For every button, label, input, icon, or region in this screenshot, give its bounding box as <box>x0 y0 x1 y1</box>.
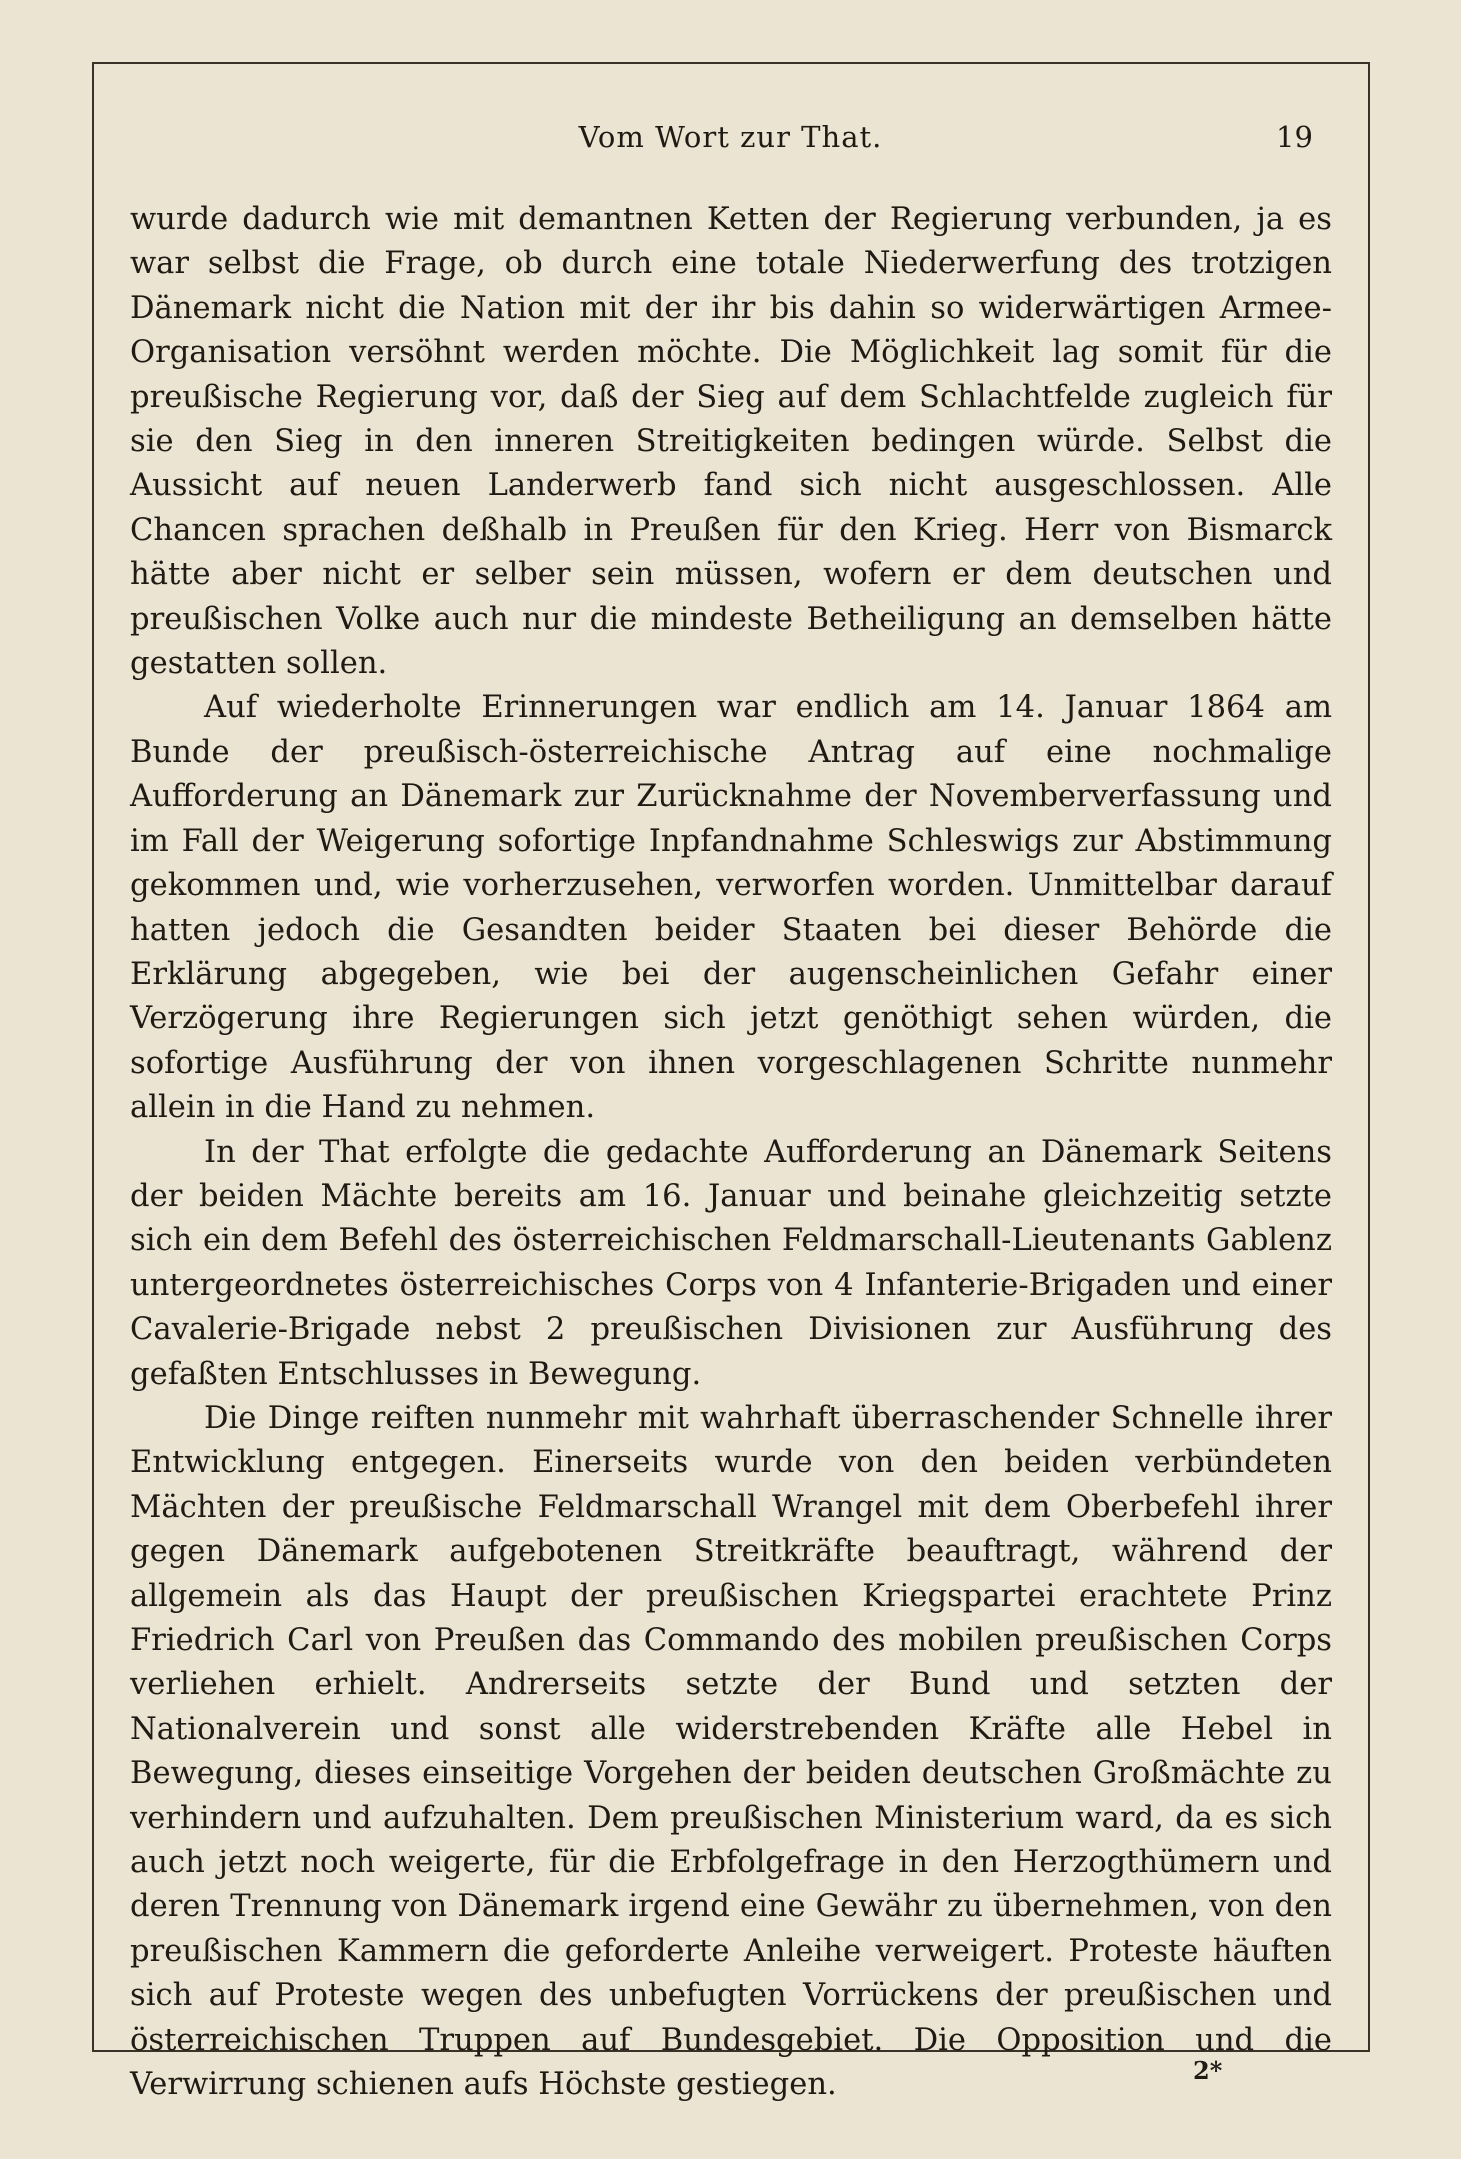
paragraph-2: Auf wiederholte Erinnerungen war endlich am 14. Januar 1864 am Bunde der preußisch-österreichische Antrag auf eine nochmalige Aufforderung an Dänemark zur Zurücknahme der Novemberverfassung und im Fall der Weigerung sofortige Inpfandnahme Schleswigs zur Abstimmung gekommen und, wie vorherzusehen, verworfen worden. Unmittelbar darauf hatten jedoch die Gesandten beider Staaten bei dieser Behörde die Erklärung abgegeben, wie bei der augenscheinlichen Gefahr einer Verzögerung ihre Regierungen sich jetzt genöthigt sehen würden, die sofortige Ausführung der von ihnen vorgeschlagenen Schritte nunmehr allein in die Hand zu nehmen. <box>130 690 1332 1126</box>
body-text <box>130 198 1332 2107</box>
paragraph-3: In der That erfolgte die gedachte Aufforderung an Dänemark Seitens der beiden Mächte bereits am 16. Januar und beinahe gleichzeitig setzte sich ein dem Befehl des österreichischen Feldmarschall-Lieutenants Gablenz untergeordnetes österreichisches Corps von 4 Infanterie-Brigaden und einer Cavalerie-Brigade nebst 2 preußischen Divisionen zur Ausführung des gefaßten Entschlusses in Bewegung. <box>130 1134 1332 1392</box>
paragraph-1: wurde dadurch wie mit demantnen Ketten der Regierung verbunden, ja es war selbst die Frage, ob durch eine totale Niederwerfung des trotzigen Dänemark nicht die Nation mit der ihr bis dahin so widerwärtigen Armee-Organisation versöhnt werden möchte. Die Möglichkeit lag somit für die preußische Regierung vor, daß der Sieg auf dem Schlachtfelde zugleich für sie den Sieg in den inneren Streitigkeiten bedingen würde. Selbst die Aussicht auf neuen Landerwerb fand sich nicht ausgeschlossen. Alle Chancen sprachen deßhalb in Preußen für den Krieg. Herr von Bismarck hätte aber nicht er selber sein müssen, wofern er dem deutschen und preußischen Volke auch nur die mindeste Betheiligung an demselben hätte gestatten sollen. <box>130 202 1332 682</box>
running-head <box>0 120 1461 160</box>
page-number: 19 <box>1276 120 1313 154</box>
signature-mark: 2* <box>1193 2056 1223 2085</box>
running-head-title: Vom Wort zur That. <box>578 120 883 154</box>
paragraph-4: Die Dinge reiften nunmehr mit wahrhaft überraschender Schnelle ihrer Entwicklung entgegen. Einerseits wurde von den beiden verbündeten Mächten der preußische Feldmarschall Wrangel mit dem Oberbefehl ihrer gegen Dänemark aufgebotenen Streitkräfte beauftragt, während der allgemein als das Haupt der preußischen Kriegspartei erachtete Prinz Friedrich Carl von Preußen das Commando des mobilen preußischen Corps verliehen erhielt. Andrerseits setzte der Bund und setzten der Nationalverein und sonst alle widerstrebenden Kräfte alle Hebel in Bewegung, dieses einseitige Vorgehen der beiden deutschen Großmächte zu verhindern und aufzuhalten. Dem preußischen Ministerium ward, da es sich auch jetzt noch weigerte, für die Erbfolgefrage in den Herzogthümern und deren Trennung von Dänemark irgend eine Gewähr zu übernehmen, von den preußischen Kammern die geforderte Anleihe verweigert. Proteste häuften sich auf Proteste wegen des unbefugten Vorrückens der preußischen und österreichischen Truppen auf Bundesgebiet. Die Opposition und die Verwirrung schienen aufs Höchste gestiegen. <box>130 1400 1332 2103</box>
